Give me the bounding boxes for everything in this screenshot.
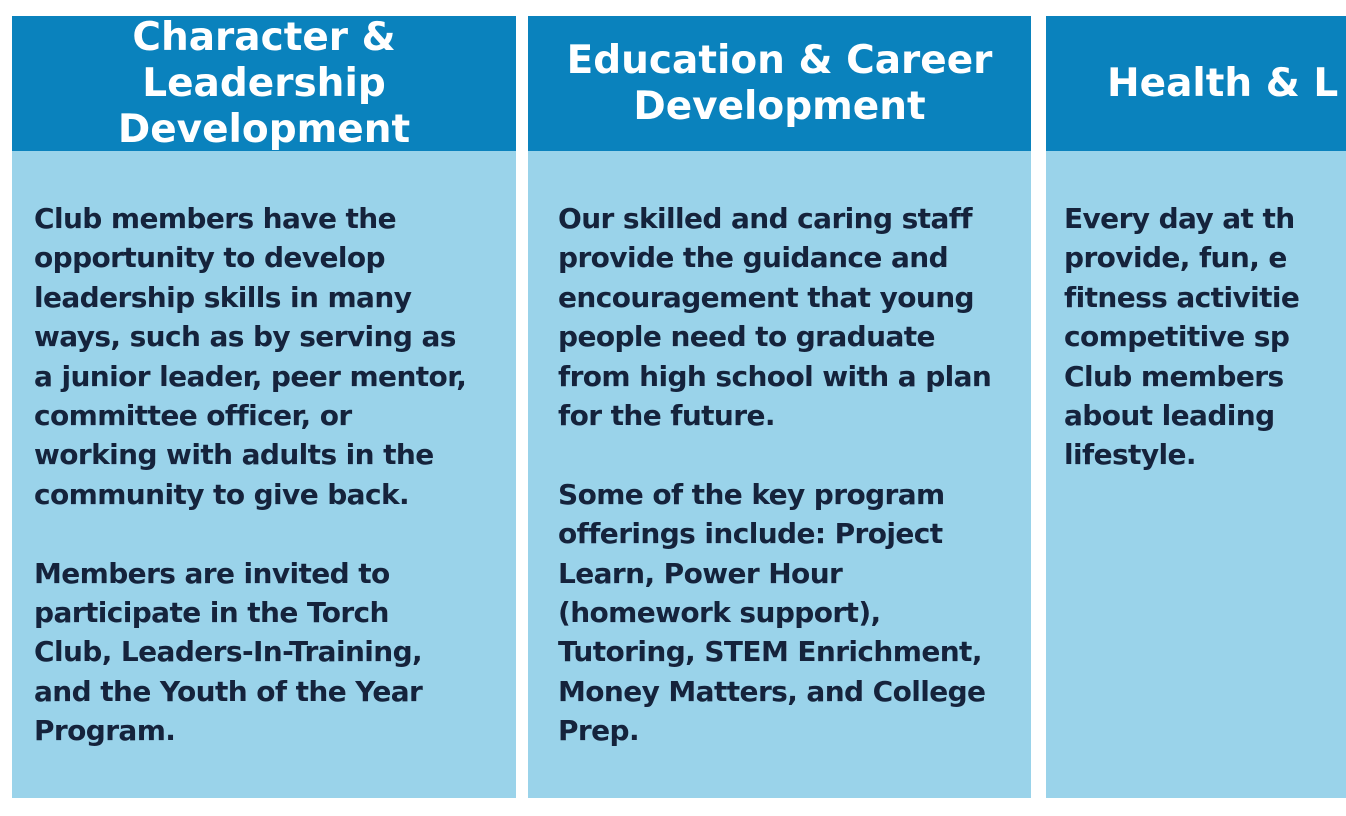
column-panel xyxy=(12,151,516,798)
column-character-leadership xyxy=(12,16,516,798)
paragraph: Members are invited to participate in the Torch Club, Leaders-In-Training, and the Youth of the Year Program. xyxy=(34,556,423,748)
column-health-life-skills xyxy=(1046,16,1346,798)
column-heading: Character & Leadership Development xyxy=(12,16,516,151)
column-panel xyxy=(1046,151,1346,798)
paragraph: Our skilled and caring staff provide the guidance and encouragement that young people need to graduate from high school with a plan for the future. xyxy=(558,202,992,433)
column-panel xyxy=(528,151,1031,798)
column-text xyxy=(34,199,466,790)
paragraph: Every day at th provide, fun, e fitness activitie competitive sp Club members about leading lifestyle. xyxy=(1064,202,1300,472)
column-education-career xyxy=(528,16,1031,798)
column-heading: Education & Career Development xyxy=(528,16,1031,151)
column-heading: Health & L xyxy=(1046,16,1346,151)
column-text xyxy=(1064,199,1299,514)
column-text xyxy=(558,199,991,790)
paragraph: Some of the key program offerings include: Project Learn, Power Hour (homework support), Tutoring, STEM Enrichment, Money Matters, and College Prep. xyxy=(558,477,986,748)
paragraph: Club members have the opportunity to develop leadership skills in many ways, such as by serving as a junior leader, peer mentor, committee officer, or working with adults in the community to give back. xyxy=(34,202,467,511)
